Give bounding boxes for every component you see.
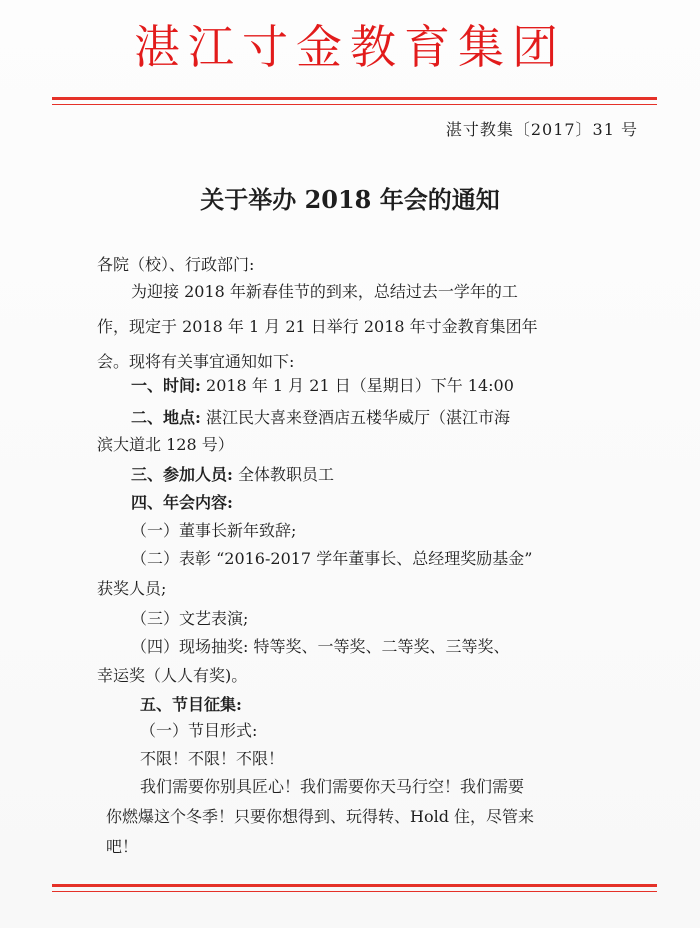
content-point: （三）文艺表演; [131, 609, 249, 628]
item-time-value: 2018 年 1 月 21 日（星期日）下午 14:00 [206, 376, 514, 395]
item-attendees-value: 全体教职员工 [238, 465, 335, 484]
program-appeal-line: 我们需要你别具匠心！我们需要你天马行空！我们需要 [140, 777, 525, 796]
program-appeal-line: 你燃爆这个冬季！只要你想得到、玩得转、Hold 住，尽管来 [106, 807, 535, 826]
item-place-value: 湛江民大喜来登酒店五楼华威厅（湛江市海 [206, 408, 511, 427]
item-programs-label: 五、节目征集: [140, 695, 242, 714]
footer-divider-thick [52, 884, 657, 887]
item-attendees [131, 462, 334, 488]
intro-line: 会。现将有关事宜通知如下: [97, 352, 295, 371]
item-attendees-label: 三、参加人员: [131, 465, 233, 484]
content-point-continued: 幸运奖（人人有奖)。 [97, 666, 248, 685]
content-point: （二）表彰 “2016-2017 学年董事长、总经理奖励基金” [131, 549, 533, 568]
document-title: 关于举办 2018 年会的通知 [200, 185, 500, 214]
program-unlimited: 不限！不限！不限！ [140, 749, 285, 768]
header-divider-thin [52, 104, 657, 105]
item-content-label: 四、年会内容: [131, 493, 233, 512]
intro-line: 为迎接 2018 年新春佳节的到来，总结过去一学年的工 [131, 282, 518, 301]
document-number: 湛寸教集〔2017〕31 号 [445, 120, 638, 139]
item-place-label: 二、地点: [131, 408, 201, 427]
item-time-label: 一、时间: [131, 376, 201, 395]
header-divider-thick [52, 97, 657, 100]
content-point-continued: 获奖人员; [97, 579, 167, 598]
item-place [131, 405, 510, 431]
item-time [131, 373, 514, 399]
program-form-label: （一）节目形式: [140, 721, 258, 740]
footer-divider-thin [52, 891, 657, 892]
item-place-continued: 滨大道北 128 号） [97, 435, 234, 454]
intro-line: 作，现定于 2018 年 1 月 21 日举行 2018 年寸金教育集团年 [97, 317, 538, 336]
program-appeal-line: 吧！ [106, 837, 139, 856]
content-point: （四）现场抽奖: 特等奖、一等奖、二等奖、三等奖、 [131, 637, 510, 656]
organization-header: 湛江寸金教育集团 [134, 20, 566, 74]
content-point: （一）董事长新年致辞; [131, 521, 297, 540]
salutation: 各院（校）、行政部门: [97, 255, 255, 274]
